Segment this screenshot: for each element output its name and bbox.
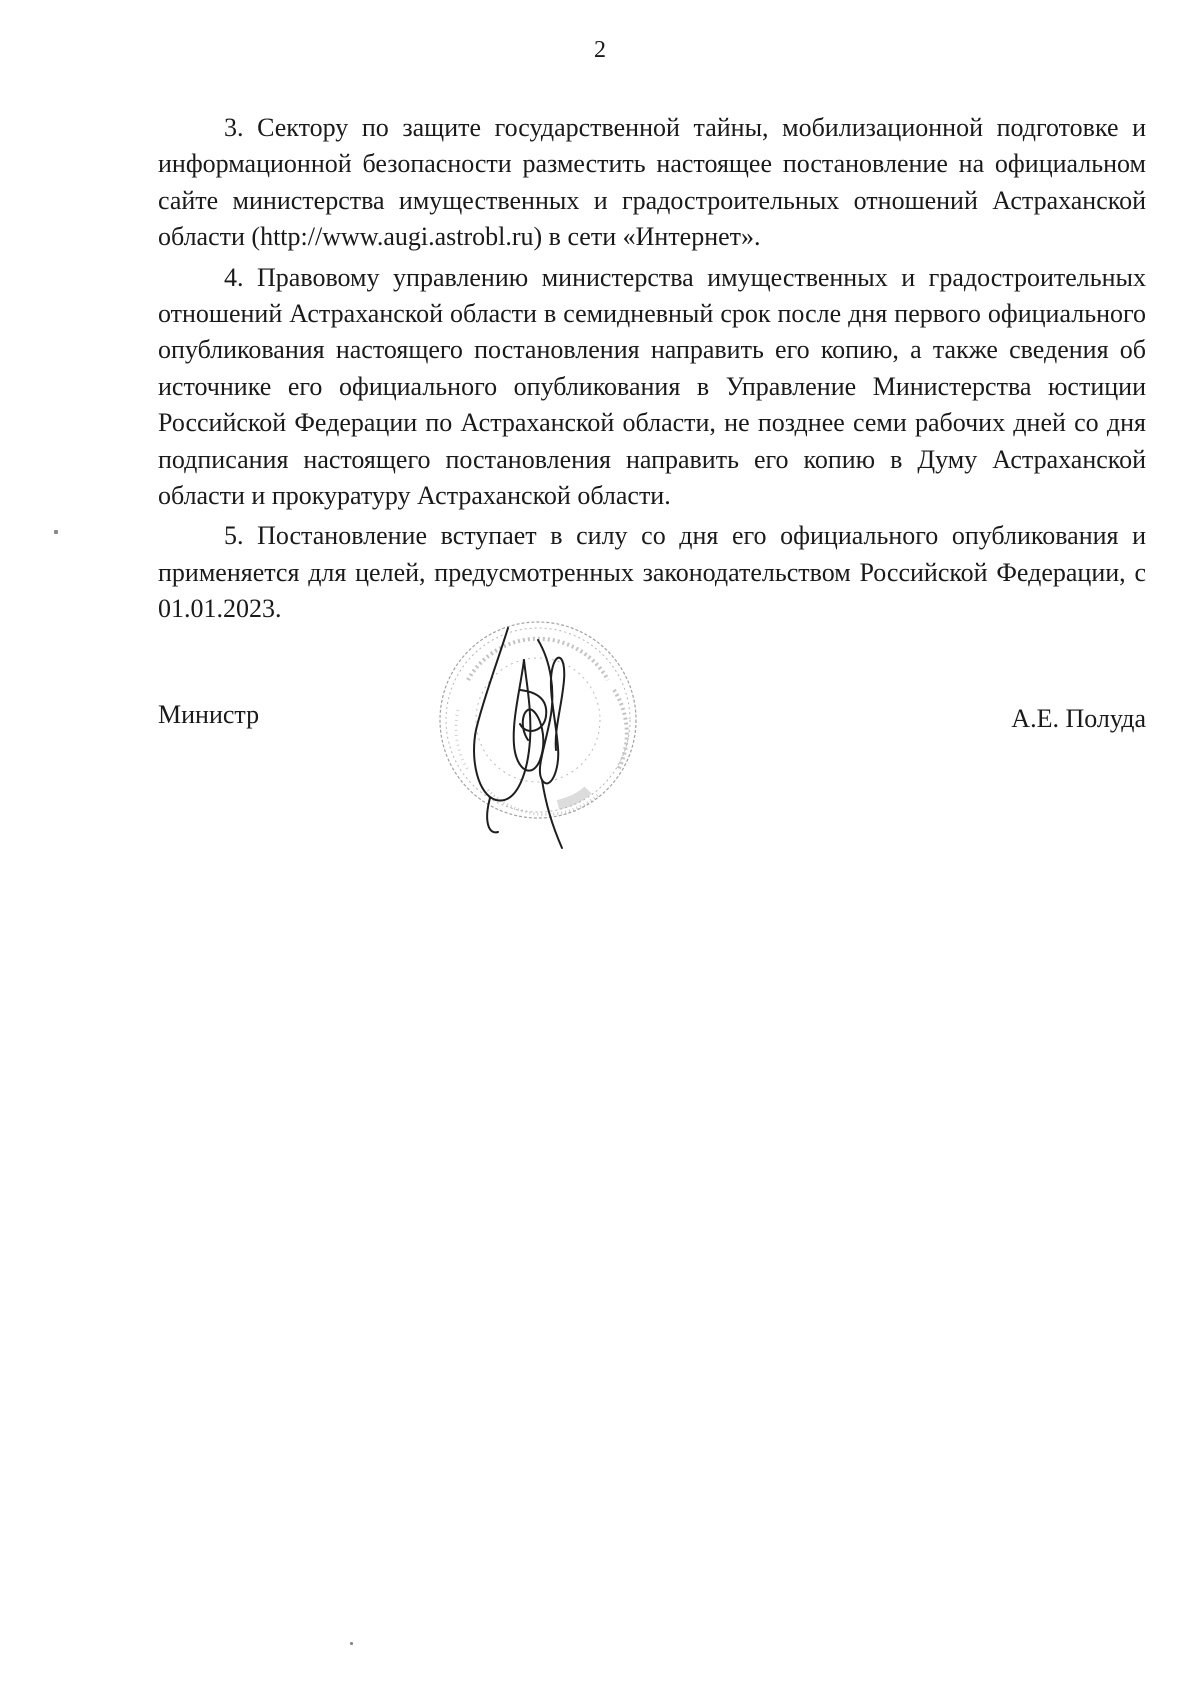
scan-speck: [54, 530, 58, 534]
signature-block: [158, 620, 1146, 880]
paragraph-4: 4. Правовому управлению министерства имущественных и градостроительных отношений Астраханской области в семидневный срок после дня первого официального опубликования настоящего постановления направить его копию, а также сведения об источнике его официального опубликования в Управление Министерства юстиции Российской Федерации по Астраханской области, не позднее семи рабочих дней со дня подписания настоящего постановления направить его копию в Думу Астраханской области и прокуратуру Астраханской области.: [158, 262, 1146, 511]
signatory-name: А.Е. Полуда: [1011, 704, 1146, 733]
paragraph-3: 3. Сектору по защите государственной тайны, мобилизационной подготовке и информационной безопасности разместить настоящее постановление на официальном сайте министерства имущественных и градостроительных отношений Астраханской области (http://www.augi.astrobl.ru) в сети «Интернет».: [158, 113, 1146, 252]
signatory-title: Министр: [158, 700, 260, 729]
scan-speck: [350, 1642, 353, 1645]
handwritten-signature-icon: [474, 628, 564, 848]
page-number: 2: [594, 37, 606, 63]
seal-icon: [440, 622, 636, 818]
document-body: [158, 110, 1146, 632]
paragraph-5: 5. Постановление вступает в силу со дня его официального опубликования и применяется для целей, предусмотренных законодательством Российской Федерации, с 01.01.2023.: [158, 521, 1146, 624]
official-seal-with-signature: [428, 620, 668, 860]
